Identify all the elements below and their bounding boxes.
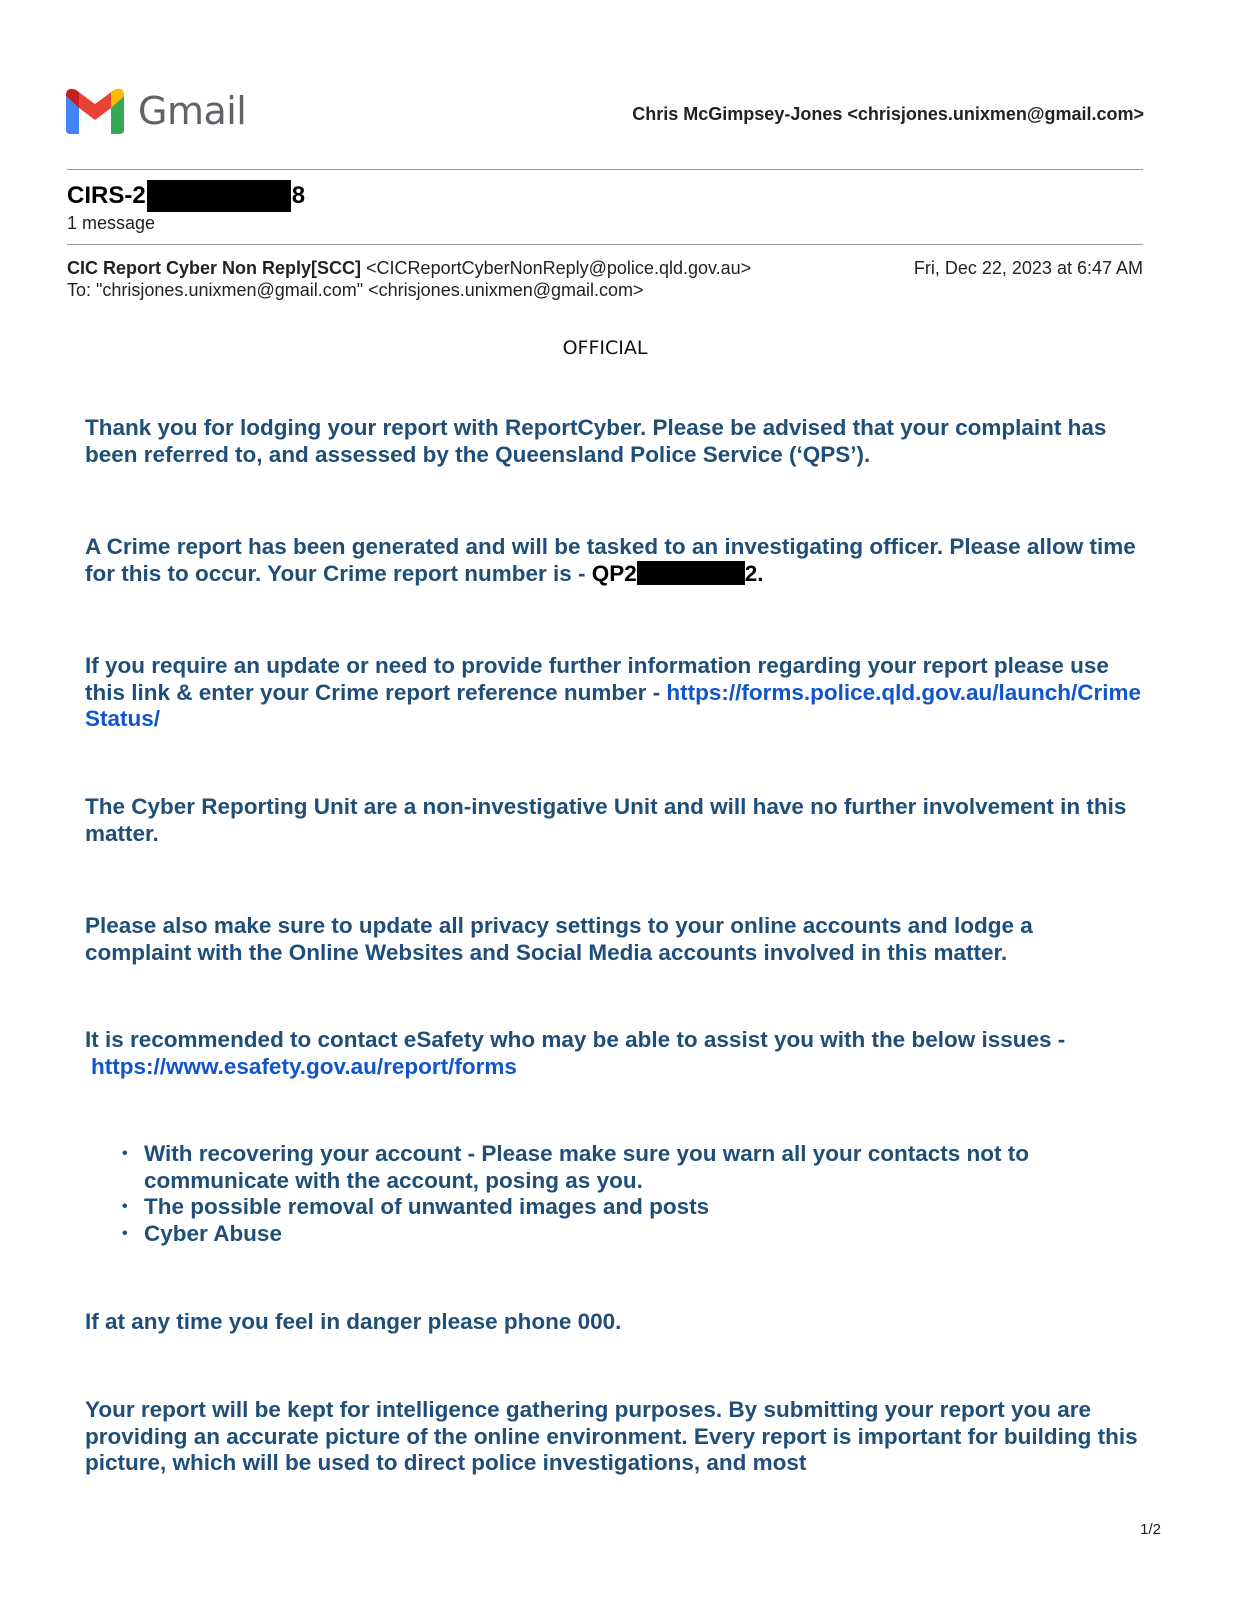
body-paragraph [85,913,1145,966]
message-count: 1 message [67,213,156,233]
body-paragraph [85,1309,1145,1336]
page-number: 1/2 [1140,1521,1161,1538]
gmail-m-icon [66,88,124,134]
crime-status-link[interactable]: https://forms.police.qld.gov.au/launch/CrimeStatus/ [85,679,1142,731]
paragraph-text: If you require an update or need to provide further information regarding your report please use this link & enter your Crime report reference number - [85,653,1109,705]
bullet-icon: • [122,1224,128,1242]
body-paragraph [85,1397,1145,1477]
subject-suffix: 8 [291,182,306,209]
report-number-redaction [637,561,745,585]
recipient-line: To: "chrisjones.unixmen@gmail.com" <chrisjones.unixmen@gmail.com> [67,280,644,300]
paragraph-text: A Crime report has been generated and will be tasked to an investigating officer. Please allow time for this to occur. Your Crime report number is - [85,534,1136,586]
body-paragraph [85,1027,1145,1080]
gmail-logo [66,86,251,136]
crime-report-number [592,561,764,586]
esafety-link[interactable]: https://www.esafety.gov.au/report/forms [91,1053,517,1079]
list-item-text: With recovering your account - Please make sure you warn all your contacts not to communicate with the account, posing as you. [144,1141,1030,1193]
list-item [85,1221,1145,1248]
header-divider [67,169,1143,170]
paragraph-text: Thank you for lodging your report with ReportCyber. Please be advised that your complaint has been referred to, and assessed by the Queensland Police Service (‘QPS’). [85,415,1107,467]
report-number-suffix: 2 [744,560,758,586]
bullet-icon: • [122,1145,128,1162]
paragraph-text: If at any time you feel in danger please phone 000. [85,1309,622,1334]
report-number-period: . [757,560,764,586]
sender-name: CIC Report Cyber Non Reply[SCC] [67,258,362,278]
bullet-icon: • [122,1198,128,1215]
sender-email: <CICReportCyberNonReply@police.qld.gov.au> [366,258,752,278]
list-item [85,1141,1145,1194]
subject-prefix: CIRS-2 [67,182,146,209]
list-item [85,1194,1145,1221]
paragraph-text [85,534,1145,587]
body-paragraph [85,534,1145,587]
gmail-wordmark: Gmail [138,89,247,133]
thread-divider [67,244,1143,245]
paragraph-text [85,1027,1145,1080]
message-date: Fri, Dec 22, 2023 at 6:47 AM [913,258,1143,278]
list-item-text: Cyber Abuse [144,1220,282,1246]
paragraph-text [85,653,1145,733]
list-item-text: The possible removal of unwanted images and posts [144,1194,710,1219]
sender-line [67,258,751,279]
account-identity: Chris McGimpsey-Jones <chrisjones.unixmen@gmail.com> [632,104,1144,124]
subject-redaction [147,180,291,212]
paragraph-text: Your report will be kept for intelligence gathering purposes. By submitting your report you are providing an accurate picture of the online environment. Every report is important for building this picture, which will be used to direct police investigations, and most [85,1397,1138,1475]
classification-label: OFFICIAL [562,337,648,359]
paragraph-text: The Cyber Reporting Unit are a non-investigative Unit and will have no further involvement in this matter. [85,794,1127,846]
issues-list [85,1141,1145,1247]
paragraph-text: Please also make sure to update all privacy settings to your online accounts and lodge a complaint with the Online Websites and Social Media accounts involved in this matter. [85,913,1033,965]
paragraph-text: It is recommended to contact eSafety who may be able to assist you with the below issues - [85,1027,1066,1052]
body-paragraph [85,415,1145,468]
thread-subject [67,180,305,212]
report-number-prefix: QP2 [591,560,637,586]
body-paragraph [85,653,1145,733]
body-paragraph [85,794,1145,847]
